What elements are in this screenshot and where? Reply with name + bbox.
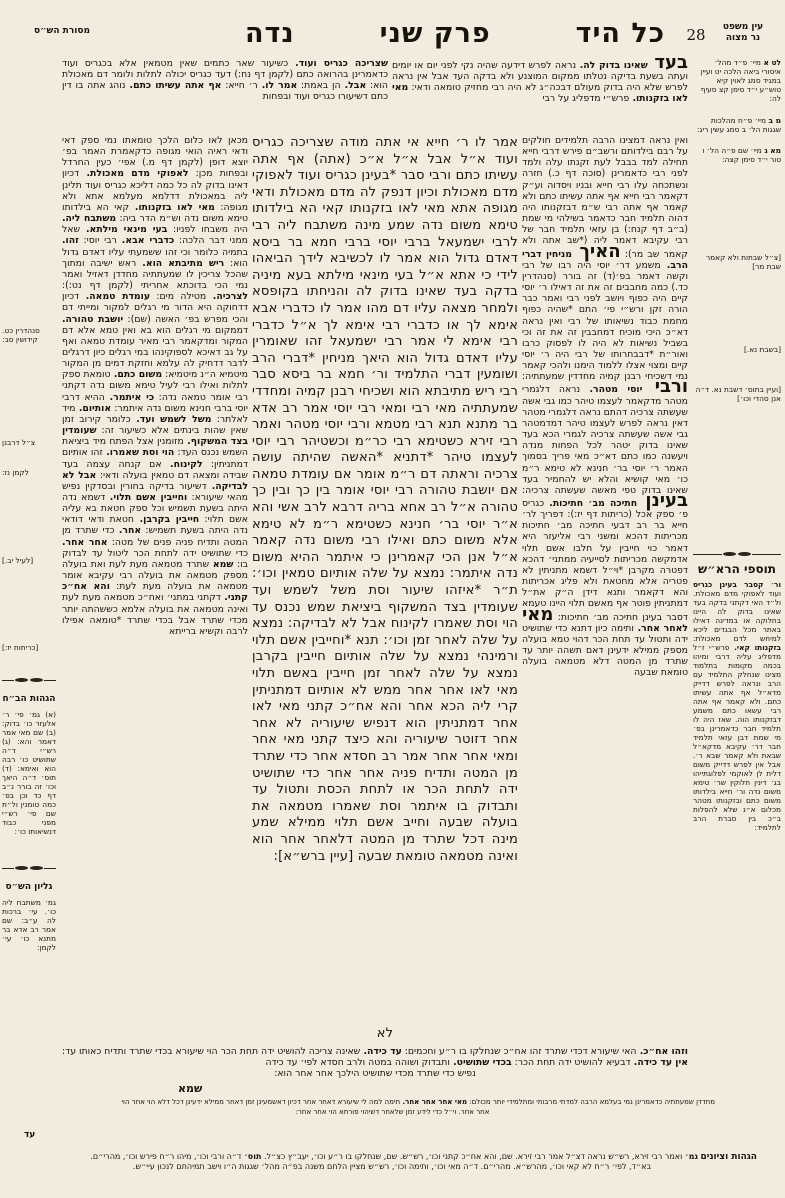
- hagahot-vetziyunim: [27, 1152, 757, 1172]
- masoret-note: [לעיל יב.]: [2, 556, 34, 565]
- tosefei-harosh-column: ור׳ קסבר בעינן כגריס ועוד לאפוקי מדם מאכולת. ול״ד האי דקתני בדקה בעד שאינו בדוק לה היינו בחלוקה או במדינה דאילו באתר מכל הבגדים ליכא למיחש לדם מאכולת: בזקנותו קאי. פרש״י ז״ל מדפליג עליה דרבי ומיהו בכמה מקומות בתלמוד מצינו שנחלק התלמיד עם הרב ונראה לפרש דדייק מדא״ל אף אתה עשיתו כתם. ולא קאמר אף אתה רבי עשאו כתם משמע דבזקנותו הוה. שאז היה לו תלמיד חבר כדאמרינן בפ׳ מי שמת דבן עזאי תלמיד חבר דר׳ עקיבא מדקא״ל שבאת ולא קאמר שבא ר׳. אבל אין לפרש דדייק משום דלית לן לאוקמי לפלוגתייהו בג׳ דינין חלוקין שר׳ טימא משום נדה ור׳ חייא בילדותו משום כתם ובזקנותו מטהר מכלום א״נ שלא להפלות ב״כ בין סברת הרב לתלמיד:: [693, 580, 781, 832]
- ein-mishpat-header-line1: עין משפט: [722, 22, 764, 32]
- tractate-name: נדה: [245, 18, 295, 49]
- ein-mishpat-entry: מ ב מיי׳ פ״ח מהלכות שגגות הל׳ ב סמג עשין ריג:: [696, 116, 781, 134]
- rashi-bottom-band: וזהו אח״כ. האי שיעורא דכדי שתרד זהו אח״כ שנחלקו בו ר״ע וחכמים: עד כידה. שאינה צריכה להושיט ידה תחת הכר הוי שיעורא בכדי שתרד ותדיח כאותו עד: אין עד כידה. דבעיא להושיט ידה תחת הכר: בכדי שתושיט. ותבדוק ושוהה במטה ולרב חסדא לפי׳ עד כידה: [62, 1046, 688, 1069]
- section-divider-ornament: [2, 864, 56, 872]
- right-margin: [689, 58, 781, 1098]
- tosafot-column: ואין נראה דמצינו הרבה תלמידים חולקים על רבם בילדותם ורשב״ם פירש דרבי חייא תחילה למד בבבל לעת זקנתו עלה ולמד לפני רבי כדאמרינן (סוכה דף כ.) חזרה ונשתכחה עלו רבי חייא ובניו ויסדוה וע״ק דקאמר רבי חייא אף אתה עשיתו כתם ולא קאמר אף אתה רבי ש״מ דבזקנותו היה דהוה תלמיד חבר כדאמר בשילהי מי שמת (ב״ב דף קנח:) בן עזאי תלמיד חבר של רבי עקיבא דאמר ליה (*שב אתה ולא קאמר שב מר): האיך מניחין דברי הרב. משמע דר׳ יוסי היה רבו של רבי וקשה דאמר בפ׳(ד) זה בורר (סנהדרין כד.) כמה מחבבים זה את זה דאילו ר׳ יוסי קיים היה כפוף ויושב לפני רבי ואמר כבר הורה זקן ורש״י פי׳ התם *שהיה כפוף מחמת כבוד נשיאותו של רבי ואין נראה דא״כ היכי מוכיח דמחבבין זה את זה וכי בשביל נשיאות לא היה לו לפסוק כרבו ואור״ת *דבבחרותו של רבי היה ר׳ יוסי קיים ומצוי אצלו ללמוד הימנו ולהכי קאמר נמי דשכיחי רבנן קמיה מחדדין שמעתתיה: ורבי יוסי מטהר. נראה דלגמרי מטהר מדקאמר לעצמו טיהר כמו גבי אשה שעשתה צרכיה דהתם נראה דלגמרי מטהר דאין נראה לפרש לעצמו טיהר דמדמטהר גבי אשה שעשתה צרכיה לגמרי הכא בעד שאינו בדוק יטהר לכל הפחות מנדה ויעשנה כמו כתם דא״כ מאי פריך בסמוך האמר ר׳ יוסי בר׳ חנינא לא טימא ר״מ כו׳ מאי קושיא והלא יש להחמיר בעד שאינו בדוק טפי מאשה שעשתה צרכיה: בעינן חתיכה מב׳ חתיכות. כגריס פ׳ ספק אכל (כריתות דף יז:): דפריך לר׳ חייא בר רב דבעי חתיכה מב׳ חתיכות מכריתות דהכא ומשני רבי אליעזר היא דאמר כוי חייבין על חלבו אשם תלוי אדמקשה מכריתות לסייעיה ממתני׳ דהכא דפטרה מקרבן *וי״ל דשמא מתניתין לא פטריה אלא מחטאת ולא פליג אכריתות והא דקאמר ותנא דידן ה״ק את״ל דמתניתין פוטר אף מאשם תלוי היינו טעמא דסבר בעינן חתיכה מב׳ חתיכות: מאי לאחר אחר. ותימה כיון דתנא כדי שתושיט ידה ותטול עד תחת הכר דהוי טמא בועלה מספק ממילא ידעינן דאם תשהה יותר עד שתרד מן המטה דלא מטמאה בועלה טומאת שבעה: [522, 135, 688, 679]
- chapter-name: כל היד: [575, 18, 665, 49]
- hagahot-vetziyunim-line2: בא״ד, לפי׳ ר״ח לא קאי וכו׳, מהרש״א. מהרי״ם. ד״ה מאי וכו׳, ותימה וכו׳, רש״ש מציין הלחם משנה בפ״ה מהל׳ שגגות ה״ו וישב תמיהתם לנכון עיי״ש.: [132, 1162, 652, 1171]
- marginal-note: [בשבת נא.]: [743, 345, 781, 354]
- gemara-last-word: לא: [376, 1026, 394, 1041]
- rashi-catchword: שמא: [178, 1082, 203, 1095]
- rashi-column: מכאן לאו כלום הלכך טומאתו נמי ספק דאי ודאי ראיה הואי מגופה כדקאמרת האמר בפ׳ יוצא דופן (לקמן דף מ.) אפי׳ כעין החרדל ובפחות מכן: לאפוקי מדם מאכולת. דכיון דאינו בדוק לה כל כמה דליכא כגריס ועוד תלינן ליה במאכולת דדלמא מעלמא אתא ולא מגופה: מאי לאו בזקנותו. קאי הא בילדותו טימא משום נדה וש״מ הדר ביה: משתבח ליה. היה משבחו לפניו: בעי מינאי מילתא. שאל ממני דבר הלכה: כדברי אבא. רבי יוסי: זהו. בתמיה כלומר וכי זהו ששמעתי עליו דאדם גדול הוא: ריש מתיבתא הוא. ראש ישיבה ומתוך שהכל צריכין לו שמעתתיה מחדדן דאזיל ואמר נמי הכי בדוכתא אחריתי (לקמן דף נט:): לצרכיה. מטילה מים: עומדת טמאה. דכיון דדחוקה היא הדור מי רגלים למקור ומייתי דם והכי מפרש בפ׳ האשה (שם): יושבת טהורה. דממקום מי רגלים הוא בא ואין טמא אלא דם המקור ומדקאמר רבי מאיר עומדת טמאה ואף על גב דאיכא לספוקינהו במי רגלים כיון דרגלים לדבר דדחיק לה עלמא וחזקת דמים מן המקור מיטמיא ה״נ מיטמיא: משום כתם. טומאת ספק לתלות ואילו רבי לעיל טימא משום נדה דקתני רבי אומר טמאה נדה: כי איתמר. ההיא דרבי יוסי ברבי חנינא משום נדה איתמר: אותיום. מיד לאלתר: משל לשמש ועד. כלומר קירוב זמן שאין שהות בינתים אלא כשיעור זה: שעומדין בצד המשקוף. מזומנין אצל הפתח מיד ביציאת השמש נכנס העד: הוי וסת שאמרו. זהו אותיום דמתניתין: לקינוח. אם קנחה עצמה בעד שבידה ומצאה דם טמאין בועלה ודאי: אבל לא לבדיקה. דשיעור בדיקה בחורין ובסדקין נפיש מהאי שיעורא: וחייבין אשם תלוי. דשמא נדה היתה בשעת תשמיש וכל ספק חטאת בא עליה אשם תלוי: חייבין בקרבן. חטאת ודאי דודאי נדה היתה בשעת תשמיש: אחר. כדי שתרד מן המטה ותדיח פניה פנים של מטה: אחר אחר. כדי שתושיט ידה לתחת הכר ליטול עד לבדוק בו: שמא שתרד מטמאה מעת לעת ואת בועלה מספק מטמאה את בועלה רבי עקיבא אומר מטמאה את בועלה מעת לעת: והא אח״כ קתני. דקתני במתני׳ ואח״כ מטמאה מעת לעת ואינה מטמאה את בועלה אלמא כששהתה יותר מכדי שתרד אבל בכדי שתרד *טומאה אפילו לרבה וקשיא ברייתא: [62, 135, 248, 637]
- gilyon-hashas-text: גמ׳ משתבח ליה כו׳. עי׳ ברכות לה ע״ב: שם אמר רב אדא בר מתנא כו׳ עי׳ לקמן:: [2, 898, 56, 952]
- ein-mishpat-entry: לט א מיי׳ פ״ד מהל׳ איסורי ביאה הלכה יט ועיין במגיד סמג לאוין קיא טוש״ע י״ד סימן קצ סעיף לה:: [700, 58, 781, 103]
- rashi-bottom-center-line: נפיש כדי שתרד מכדי שתושיט הילכך אחר אחר הוא:: [274, 1068, 476, 1079]
- tosefei-harosh-title: תוספי הרא״ש: [698, 562, 776, 576]
- gilyon-hashas-title: גליון הש״ס: [5, 882, 53, 892]
- masoret-note: צ״ל דרבנן: [2, 438, 36, 447]
- hagahot-vetziyunim-text: גמ׳ ואמר רבי זירא, רש״ש נראה דצ״ל אמר רבי זירא. שם, והא אח״כ קתני וכו׳, רש״ש. שם, שנחלקו בו ר״ע וכו׳, יעב״ץ כצ״ל. תוס׳ ד״ה ורבי וכו׳, מיהו ר״ח פירש וכו׳, מהרי״ם.: [90, 1152, 698, 1161]
- section-divider-ornament: [693, 550, 781, 558]
- running-head: [245, 18, 665, 49]
- tosefei-harosh-bottom-line2: אחר אחר. וי״ל כדי לידע זמן שלאחר דשיהוי פורתא הוי אחר אחר:: [295, 1108, 490, 1116]
- ein-mishpat-entry: מא ג מיי׳ שם פ״ה הל׳ ו טור י״ד סימן קצה:: [702, 146, 781, 164]
- rashi-top-wing: שצריכה כגריס ועוד. כשיעור שאר כתמים שאין מטמאין אלא בכגריס ועוד כדאמרינן בהרואה כתם (לקמן דף נח:) דעד כגריס יכולה לתלות ולומר דם מאכולת הוא: אבל. הן באמת: אמר לו. ר׳ חייא: אף אתה עשיתו כתם. נוהג אתה בו דין כתם דשיעורו כגריס ועוד ובפחות: [62, 58, 388, 103]
- tosafot-top-wing: בעד שאינו בדוק לה. נראה לפרש דידעה שהיה נקי לפני יום או יומים ועתה בשעת בדיקה נטלתו ממקום המוצנע ולא בדקה העד אבל אין נראה לפרש שלא היה בדוק מעולם דבכה״ג לא היה רבי מחזיק טומאה ודאי: מאי לאו בזקנותו. פרש״י מדפליג על רבי: [392, 58, 688, 105]
- perek-label: פרק שני: [379, 18, 491, 49]
- masoret-note: סנהדרין כט. קידושין סב:: [2, 326, 40, 344]
- masoret-hashas-header: מסורת הש״ס: [34, 26, 90, 36]
- page-number: 28: [686, 26, 706, 44]
- ein-mishpat-header-line2: נר מצוה: [725, 32, 761, 43]
- tosefei-harosh-bottom-line1: מחדדן שמעתתיה כדאמרינן נמי בעלמא הרבה למדתי מרבותי ומתלמידי יותר מכולם: מאי אחר אחר אחר. תימה למה לי שיעורא דאחר אחר דכיון דאשמעינן זמן דאחר ממילא ידעינן דכל דלא הוי אחר הוי: [121, 1098, 715, 1106]
- masoret-note: [כריתות יז:]: [2, 643, 39, 652]
- hagahot-bach-title: הגהות הב״ח: [2, 694, 56, 704]
- section-divider-ornament: [2, 676, 56, 684]
- left-margin: [0, 58, 58, 1098]
- masoret-note: לקמן נז:: [2, 468, 29, 477]
- hagahot-bach-text: (א) גמ׳ פי׳ ר׳ אלעזר כו׳ בדוק: (ב) שם מאי אמר דאמר והא: (ג) רש״י ד״ה שתושיט כו׳ רבה הוא ואימא: (ד) תוס׳ ד״ה היאך וכו׳ זה בורר נ״ב דף כד וכן בפ׳ כמה טומנין ול״ת שם פי׳ רש״י מפני כבוד דנשיאותו כו׳:: [2, 710, 56, 836]
- marginal-note: [צ״ל שבתות ולא קאמר שבת מר]: [705, 253, 781, 271]
- hagahot-vetziyunim-line1: [27, 1152, 757, 1162]
- hagahot-vetziyunim-title: הגהות וציונים: [700, 1152, 757, 1162]
- corner-catchword: עד: [24, 1130, 36, 1140]
- marginal-note: [ועיין בתוס׳ דשבת נא. ד״ה אנן סהדי וכו׳]: [695, 385, 781, 403]
- gemara-column: אמר לו ר׳ חייא אי אתה מודה שצריכה כגריס ועוד א״ל אבל א״ל א״כ (אתה) אף אתה עשיתו כתם ורבי סבר *בעינן כגריס ועוד לאפוקי מדם מאכולת וכיון דנפק לה מדם מאכולת ודאי מגופה אתא מאי לאו בזקנותו קאי הא בילדותו טימא משום נדה שמע מינה משתבח ליה רבי לרבי ישמעאל ברבי יוסי ברבי חמא בר ביסא דאדם גדול הוא אמר לו לכשיבא לידך הביאהו לידי כי אתא א״ל בעי מינאי מילתא בעא מיניה בדקה בעד שאינו בדוק לה והניחתו בקופסא ולמחר מצאה עליו דם מהו אמר לו כדברי אבא אימא לך או כדברי רבי אימא לך א״ל כדברי רבי אימא לי אמר רבי ישמעאל זהו שאומרין עליו דאדם גדול הוא היאך מניחין *דברי הרב ושומעין דברי התלמיד ור׳ חמא בר ביסא סבר רבי ריש מתיבתא הוא ושכיחי רבנן קמיה ומחדדי שמעתתיה מאי רבי ומאי רבי יוסי אמר רב אדא בר מתנא תנא רבי מטמא ורבי יוסי מטהר ואמר רבי זירא כשטימא רבי כר״מ וכשטיהר רבי יוסי לעצמו טיהר *דתניא *האשה שהיתה עושה צרכיה וראתה דם ר״מ אומר אם עומדת טמאה אם יושבת טהורה רבי יוסי אומר בין כך ובין כך טהורה א״ל רב אחא בריה דרבא לרב אשי והא א״ר יוסי בר׳ חנינא כשטימא ר״מ לא טימא אלא משום כתם ואילו רבי משום נדה קאמר א״ל אנן הכי קאמרינן כי איתמר ההיא משום נדה איתמר: נמצא על שלה אותיום טמאין וכו׳: ת״ר *איזהו שיעור וסת משל לשמש ועד שעומדין בצד המשקוף ביציאת שמש נכנס עד הוי וסת שאמרו לקינוח אבל לא לבדיקה: נמצא על שלה לאחר זמן וכו׳: תנא *וחייבין אשם תלוי ורמינהי נמצא על שלה אותיום חייבין בקרבן נמצא על שלה לאחר זמן חייבין באשם תלוי מאי לאו אחר אחר ממש לא אותיום דמתניתין קרי ליה הכא אחר והא אח״כ קתני מאי לאו אחר דמתניתין הוא דנפיש שיעוריה לא אחר אחר דזוטר שיעוריה והא כיצד קתני מאי אחר ומאי אחר אחר אמר רב חסדא אחר כדי שתרד מן המטה ותדיח פניה אחר אחר כדי שתושיט ידה לתחת הכר או לתחת הכסת ותטול עד ותבדוק בו איתמר וסת שאמרו מטמאה את בועלה שבעה וחייב אשם תלוי ממילא שמע מינה דכל שתרד מן המטה דלאחר אחר הוא ואינה מטמאה טומאת שבעה [עיין ברש״א]:: [252, 135, 518, 864]
